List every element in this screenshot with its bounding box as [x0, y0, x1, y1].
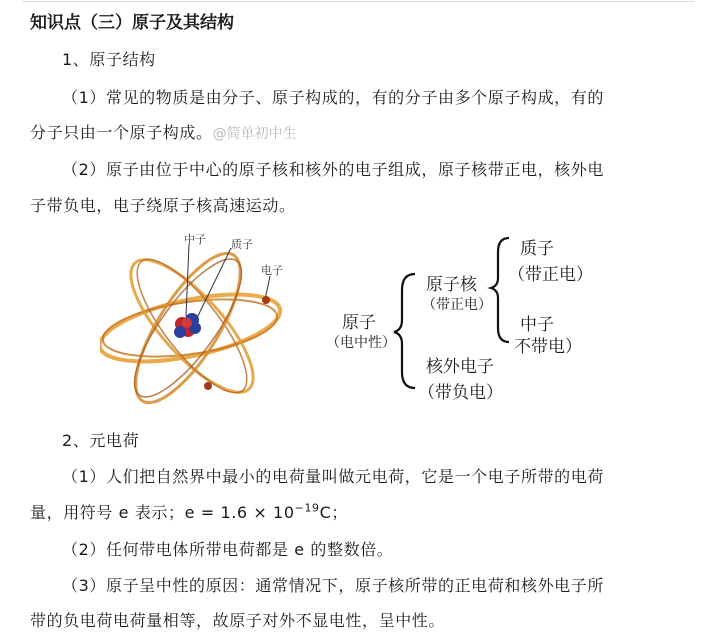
atom-structure-tree	[322, 228, 612, 410]
label-proton: 质子	[231, 238, 253, 251]
formula-unit: C；	[319, 503, 349, 522]
section2-p3-line1: （3）原子呈中性的原因：通常情况下，原子核所带的正电荷和核外电子所	[62, 576, 604, 595]
section2-p1-formula: 量，用符号 e 表示；e = 1.6 × 10	[30, 503, 295, 522]
section2-p1-line1: （1）人们把自然界中最小的电荷量叫做元电荷，它是一个电子所带的电荷	[62, 467, 604, 486]
tree-proton: 质子	[520, 239, 554, 259]
section1-p2-line1: （2）原子由位于中心的原子核和核外的电子组成，原子核带正电，核外电	[62, 160, 604, 179]
watermark: @简单初中生	[212, 126, 297, 142]
tree-electron-note: （带负电）	[418, 383, 503, 403]
tree-nucleus-note: （带正电）	[422, 297, 492, 313]
electron-dot	[262, 296, 270, 304]
electron-dot	[204, 382, 212, 390]
tree-proton-note: （带正电）	[508, 265, 593, 285]
tree-electron: 核外电子	[426, 357, 494, 377]
atom-figure	[100, 228, 300, 410]
section2-p2: （2）任何带电体所带电荷都是 e 的整数倍。	[62, 540, 394, 559]
section1-p1-line2	[30, 120, 297, 143]
section1-heading: 1、原子结构	[62, 50, 156, 69]
tree-root: 原子	[342, 313, 376, 333]
section1-p2-line2: 子带负电，电子绕原子核高速运动。	[30, 196, 296, 215]
top-rule	[22, 1, 694, 2]
formula-exponent: −19	[294, 501, 320, 515]
section1-p1-line1: （1）常见的物质是由分子、原子构成的，有的分子由多个原子构成，有的	[62, 88, 604, 107]
atom-illustration	[100, 228, 300, 410]
section2-heading: 2、元电荷	[62, 431, 140, 450]
label-electron: 电子	[261, 264, 283, 277]
section2-p1-line2	[30, 500, 348, 523]
tree-neutron: 中子	[520, 315, 554, 335]
tree-nucleus: 原子核	[426, 275, 477, 295]
section1-p1-text: 分子只由一个原子构成。	[30, 123, 213, 142]
section2-p3-line2: 带的负电荷电荷量相等，故原子对外不显电性，呈中性。	[30, 611, 446, 630]
page-title: 知识点（三）原子及其结构	[30, 13, 234, 33]
tree-neutron-note: 不带电）	[514, 337, 582, 357]
nucleus	[174, 313, 201, 338]
tree-root-note: （电中性）	[326, 335, 396, 351]
label-neutron: 中子	[184, 233, 206, 246]
